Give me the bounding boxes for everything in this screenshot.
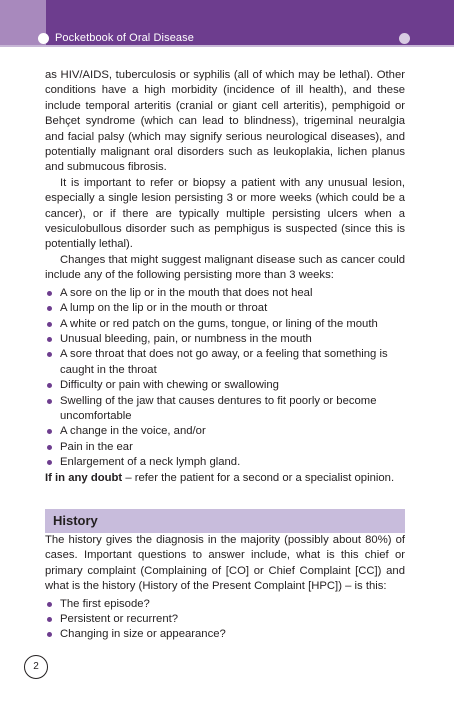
- bullet-icon: [47, 352, 52, 357]
- list-item-text: A white or red patch on the gums, tongue, or lining of the mouth: [60, 317, 378, 330]
- section-heading: History: [53, 512, 98, 528]
- list-item-text: A sore on the lip or in the mouth that does not heal: [60, 286, 313, 299]
- list-item: [45, 394, 405, 425]
- bullet-icon: [47, 632, 52, 637]
- list-item-text: A change in the voice, and/or: [60, 425, 206, 438]
- list-item-text: Pain in the ear: [60, 440, 133, 453]
- list-item-text: Enlargement of a neck lymph gland.: [60, 456, 241, 469]
- bullet-icon: [47, 445, 52, 450]
- list-item: [45, 424, 405, 439]
- bullet-icon: [47, 322, 52, 327]
- paragraph: The history gives the diagnosis in the majority (possibly about 80%) of cases. Important questions to answer include, what is this chief or primary complaint (Complaining of [CO] or Chief Complaint [CC]) and what is the history (History of the Present Complaint [HPC]) – is this:: [45, 533, 405, 593]
- bullet-icon: [47, 429, 52, 434]
- list-item-text: Persistent or recurrent?: [60, 613, 179, 625]
- bullet-icon: [47, 617, 52, 622]
- header-strip: [0, 45, 454, 47]
- malignancy-signs-list: [45, 286, 405, 471]
- list-item: [45, 317, 405, 332]
- history-questions-list: [45, 597, 405, 643]
- paragraph: It is important to refer or biopsy a patient with any unusual lesion, especially a single lesion persisting 3 or more weeks (which could be a cancer), or if there are typically multiple persisting ulcers when a vesiculobullous disorder such as pemphigus is suspected (since this is potentially lethal).: [45, 176, 405, 251]
- list-item: [45, 440, 405, 455]
- list-item-text: Difficulty or pain with chewing or swallowing: [60, 379, 279, 392]
- running-header-title: Pocketbook of Oral Disease: [55, 32, 194, 44]
- list-item: [45, 627, 405, 642]
- list-item: [45, 597, 405, 612]
- page-content: [45, 68, 405, 643]
- list-item-text: A lump on the lip or in the mouth or throat: [60, 302, 268, 315]
- bullet-icon: [47, 383, 52, 388]
- doubt-note-text: – refer the patient for a second or a specialist opinion.: [122, 471, 395, 484]
- bullet-icon: [47, 399, 52, 404]
- bullet-icon: [47, 602, 52, 607]
- paragraph: as HIV/AIDS, tuberculosis or syphilis (all of which may be lethal). Other conditions have a high morbidity (incidence of ill health), and these include temporal arteritis (cranial or giant cell arteritis), pemphigoid or Behçet syndrome (which can lead to blindness), trigeminal neuralgia and facial palsy (which may signify serious neurological diseases), and potentially malignant oral disorders such as leukoplakia, lichen planus and submucous fibrosis.: [45, 69, 405, 174]
- list-item: [45, 455, 405, 470]
- list-item: [45, 301, 405, 316]
- list-item-text: A sore throat that does not go away, or a feeling that something is caught in the throat: [60, 348, 388, 376]
- list-item: [45, 378, 405, 393]
- section-heading-bar: [45, 509, 405, 533]
- list-item: [45, 347, 405, 378]
- list-item: [45, 612, 405, 627]
- page-number: 2: [24, 655, 48, 679]
- bullet-icon: [47, 291, 52, 296]
- bullet-icon: [47, 306, 52, 311]
- list-item: [45, 332, 405, 347]
- paragraph: Changes that might suggest malignant disease such as cancer could include any of the following persisting more than 3 weeks:: [45, 253, 405, 282]
- bullet-icon: [47, 337, 52, 342]
- doubt-note-bold: If in any doubt: [45, 471, 123, 484]
- bullet-icon: [47, 460, 52, 465]
- list-item-text: Swelling of the jaw that causes dentures to fit poorly or become uncomfortable: [60, 394, 377, 422]
- header-dot-icon: [38, 33, 49, 44]
- header-dot-icon: [399, 33, 410, 44]
- list-item-text: Unusual bleeding, pain, or numbness in the mouth: [60, 332, 312, 345]
- list-item: [45, 286, 405, 301]
- doubt-note: [45, 471, 405, 486]
- list-item-text: The first episode?: [60, 597, 150, 610]
- list-item-text: Changing in size or appearance?: [60, 628, 226, 641]
